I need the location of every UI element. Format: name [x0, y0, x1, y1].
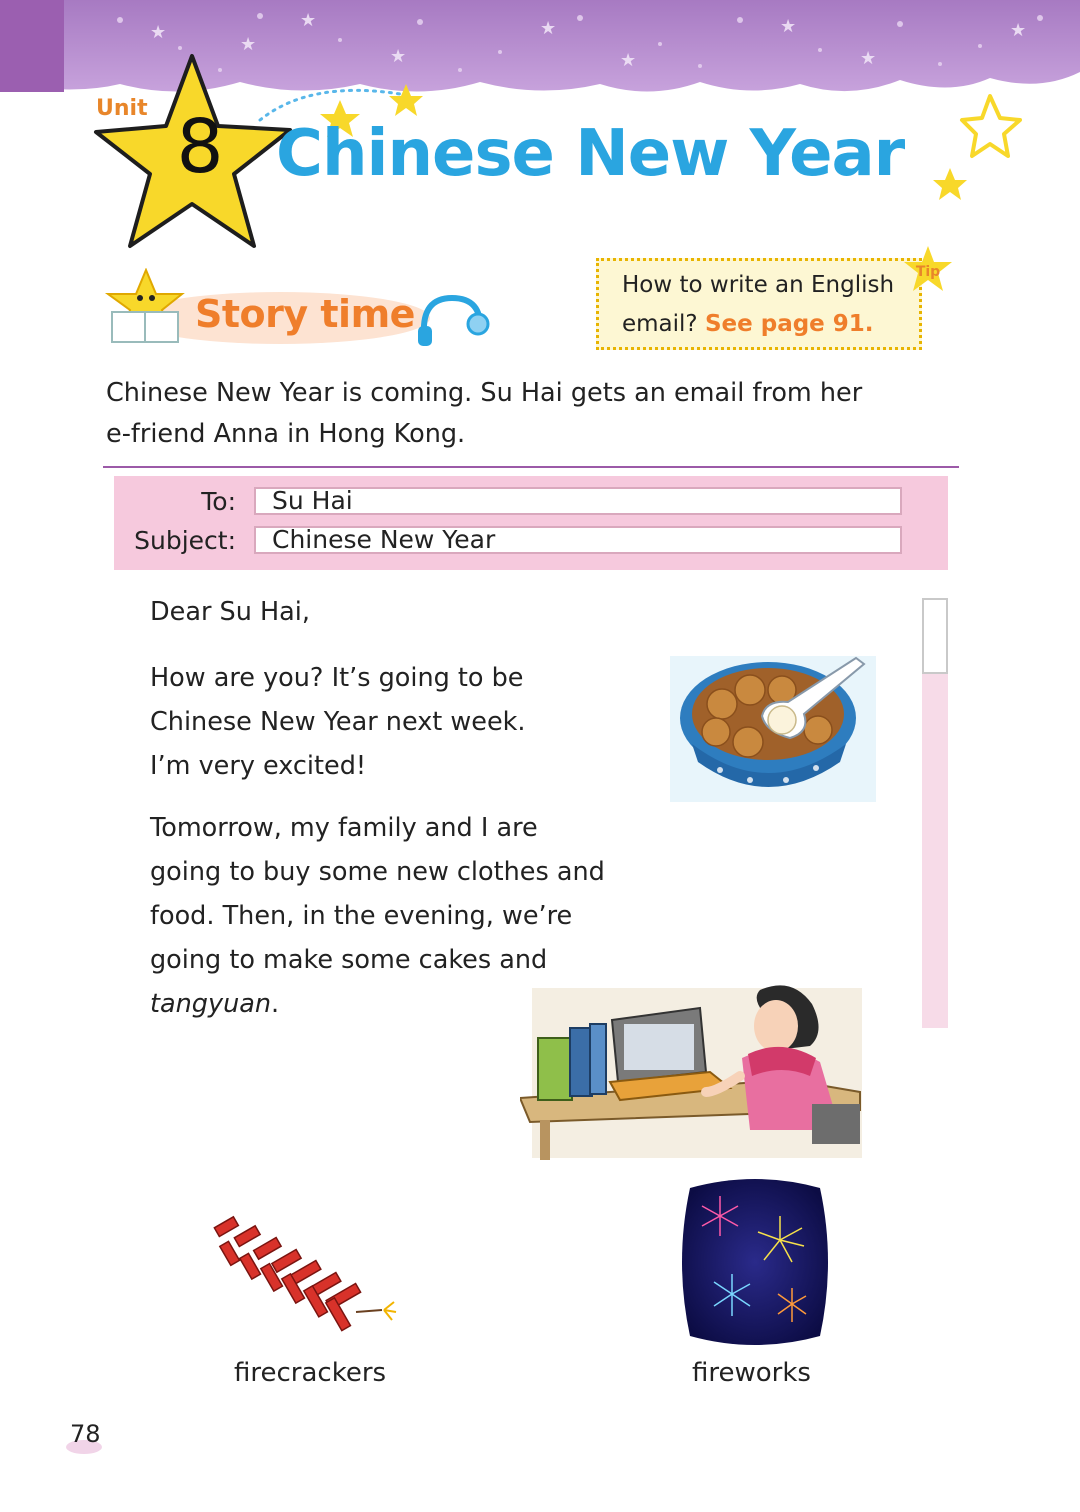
svg-text:★: ★: [150, 22, 167, 43]
paragraph-line: going to make some cakes and: [150, 945, 548, 975]
to-label: To:: [201, 487, 236, 516]
email-greeting: Dear Su Hai,: [150, 597, 310, 627]
fireworks-label: fireworks: [692, 1358, 811, 1388]
tangyuan-bowl-image: [670, 652, 880, 806]
girl-at-laptop-image: [520, 980, 865, 1160]
unit-number: 8: [176, 104, 224, 190]
paragraph-line: I’m very excited!: [150, 751, 367, 781]
subject-label: Subject:: [134, 526, 236, 555]
paragraph-line: Chinese New Year next week.: [150, 707, 526, 737]
paragraph-line: Tomorrow, my family and I are: [150, 813, 538, 843]
tip-badge: Tip: [915, 264, 941, 280]
paragraph-line: food. Then, in the evening, we’re: [150, 901, 573, 931]
intro-text: [106, 373, 926, 455]
unit-label: Unit: [96, 96, 148, 121]
tip-star-icon: [902, 244, 954, 296]
story-time-label: Story time: [195, 292, 415, 336]
fireworks-image: [680, 1176, 830, 1348]
paragraph-line: How are you? It’s going to be: [150, 663, 524, 693]
intro-line2: e-friend Anna in Hong Kong.: [106, 419, 466, 449]
svg-text:★: ★: [780, 16, 797, 37]
firecrackers-image: [206, 1208, 406, 1350]
tip-text-line1: How to write an English: [622, 272, 895, 298]
tip-text-prefix: email?: [622, 311, 705, 337]
svg-text:★: ★: [300, 10, 317, 31]
see-page-link[interactable]: See page 91.: [704, 311, 874, 337]
email-paragraph-1: [150, 656, 590, 788]
banner-side-tab: [0, 0, 64, 92]
paragraph-line: going to buy some new clothes and: [150, 857, 605, 887]
page-number: 78: [70, 1420, 101, 1448]
intro-line1: Chinese New Year is coming. Su Hai gets an email from her: [106, 378, 863, 408]
svg-text:★: ★: [620, 50, 637, 71]
svg-text:★: ★: [240, 34, 257, 55]
svg-text:★: ★: [1010, 20, 1027, 41]
svg-text:★: ★: [860, 48, 877, 69]
tip-text-line2: [622, 311, 874, 337]
headphones-audio-icon[interactable]: [412, 290, 492, 350]
to-field[interactable]: Su Hai: [254, 487, 902, 515]
svg-text:★: ★: [390, 46, 407, 67]
tangyuan-word: tangyuan: [150, 989, 272, 1019]
scrollbar-thumb[interactable]: [922, 598, 948, 674]
period: .: [271, 989, 280, 1019]
firecrackers-label: firecrackers: [234, 1358, 387, 1388]
star-mascot-reading-icon: [100, 268, 190, 348]
page-title: Chinese New Year: [276, 117, 905, 191]
svg-text:★: ★: [540, 18, 557, 39]
subject-field[interactable]: Chinese New Year: [254, 526, 902, 554]
